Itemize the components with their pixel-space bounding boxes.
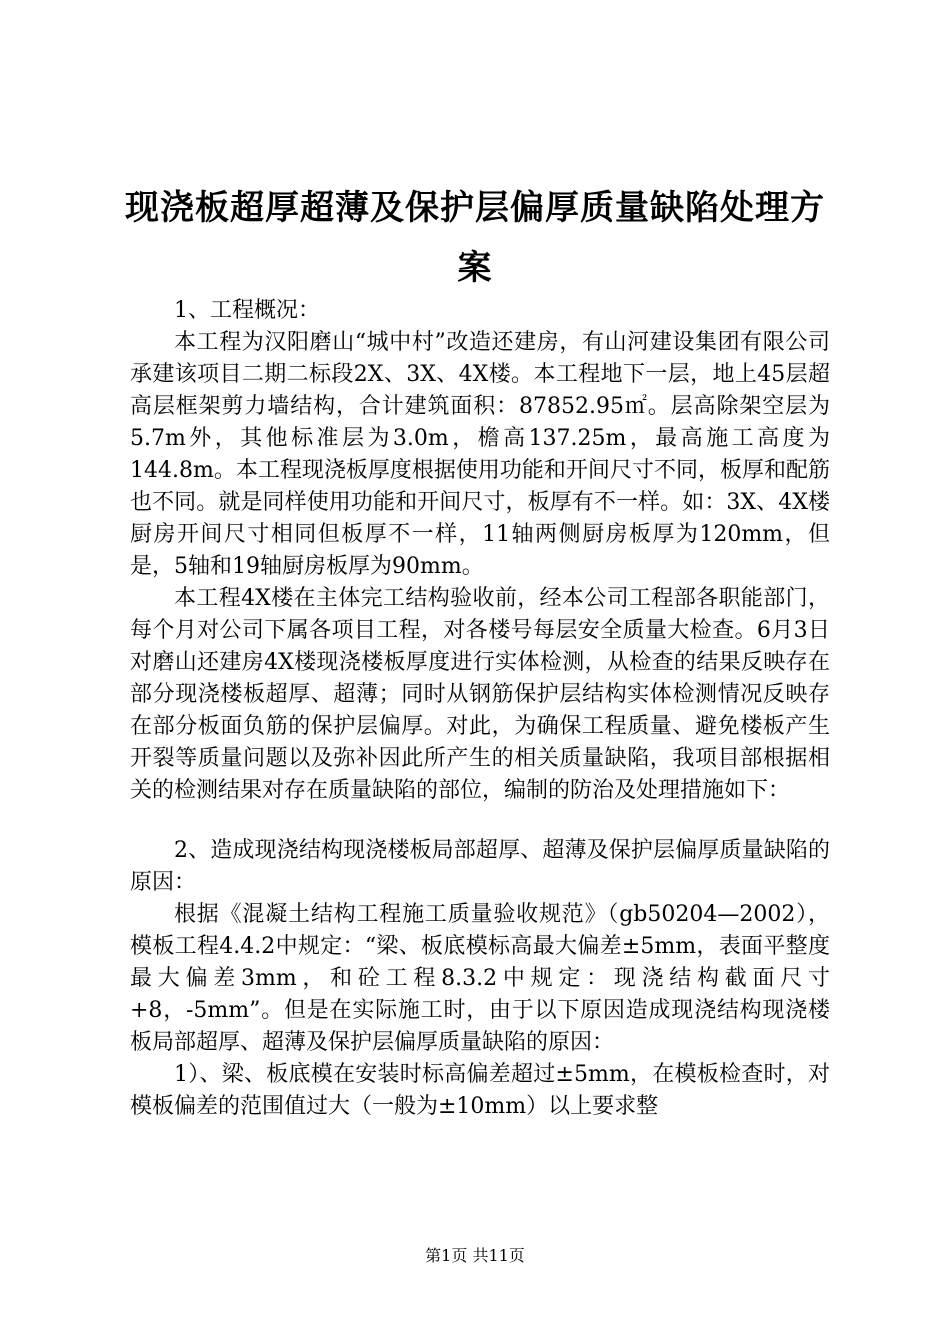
document-body: [130, 295, 830, 1123]
paragraph-inspection-findings: 本工程4X楼在主体完工结构验收前，经本公司工程部各职能部门，每个月对公司下属各项目工程，对各楼号每层安全质量大检查。6月3日对磨山还建房4X楼现浇楼板厚度进行实体检测，从检查的结果反映存在部分现浇楼板超厚、超薄；同时从钢筋保护层结构实体检测情况反映存在部分板面负筋的保护层偏厚。对此，为确保工程质量、避免楼板产生开裂等质量问题以及弥补因此所产生的相关质量缺陷，我项目部根据相关的检测结果对存在质量缺陷的部位，编制的防治及处理措施如下：: [130, 586, 830, 803]
section-heading-causes: 2、造成现浇结构现浇楼板局部超厚、超薄及保护层偏厚质量缺陷的原因：: [130, 838, 830, 895]
document-title: 现浇板超厚超薄及保护层偏厚质量缺陷处理方案: [125, 188, 825, 288]
section-heading-overview: 1、工程概况：: [174, 298, 320, 323]
paragraph-code-reference: 根据《混凝土结构工程施工质量验收规范》（gb50204—2002），模板工程4.4.2中规定：“梁、板底模标高最大偏差±5mm，表面平整度最大偏差3mm，和砼工程8.3.2中规定：现浇结构截面尺寸+8，-5mm”。但是在实际施工时，由于以下原因造成现浇结构现浇楼板局部超厚、超薄及保护层偏厚质量缺陷的原因：: [130, 902, 830, 1055]
paragraph-project-overview: 本工程为汉阳磨山“城中村”改造还建房，有山河建设集团有限公司承建该项目二期二标段2X、3X、4X楼。本工程地下一层，地上45层超高层框架剪力墙结构，合计建筑面积：87852.95㎡。层高除架空层为5.7m外，其他标准层为3.0m，檐高137.25m，最高施工高度为144.8m。本工程现浇板厚度根据使用功能和开间尺寸不同，板厚和配筋也不同。就是同样使用功能和开间尺寸，板厚有不一样。如：3X、4X楼厨房开间尺寸相同但板厚不一样，11轴两侧厨房板厚为120mm，但是，5轴和19轴厨房板厚为90mm。: [130, 330, 830, 579]
paragraph-cause-1: 1）、梁、板底模在安装时标高偏差超过±5mm，在模板检查时，对模板偏差的范围值过大（一般为±10mm）以上要求整: [130, 1062, 830, 1119]
page-footer: 第1页 共11页: [425, 1246, 525, 1265]
